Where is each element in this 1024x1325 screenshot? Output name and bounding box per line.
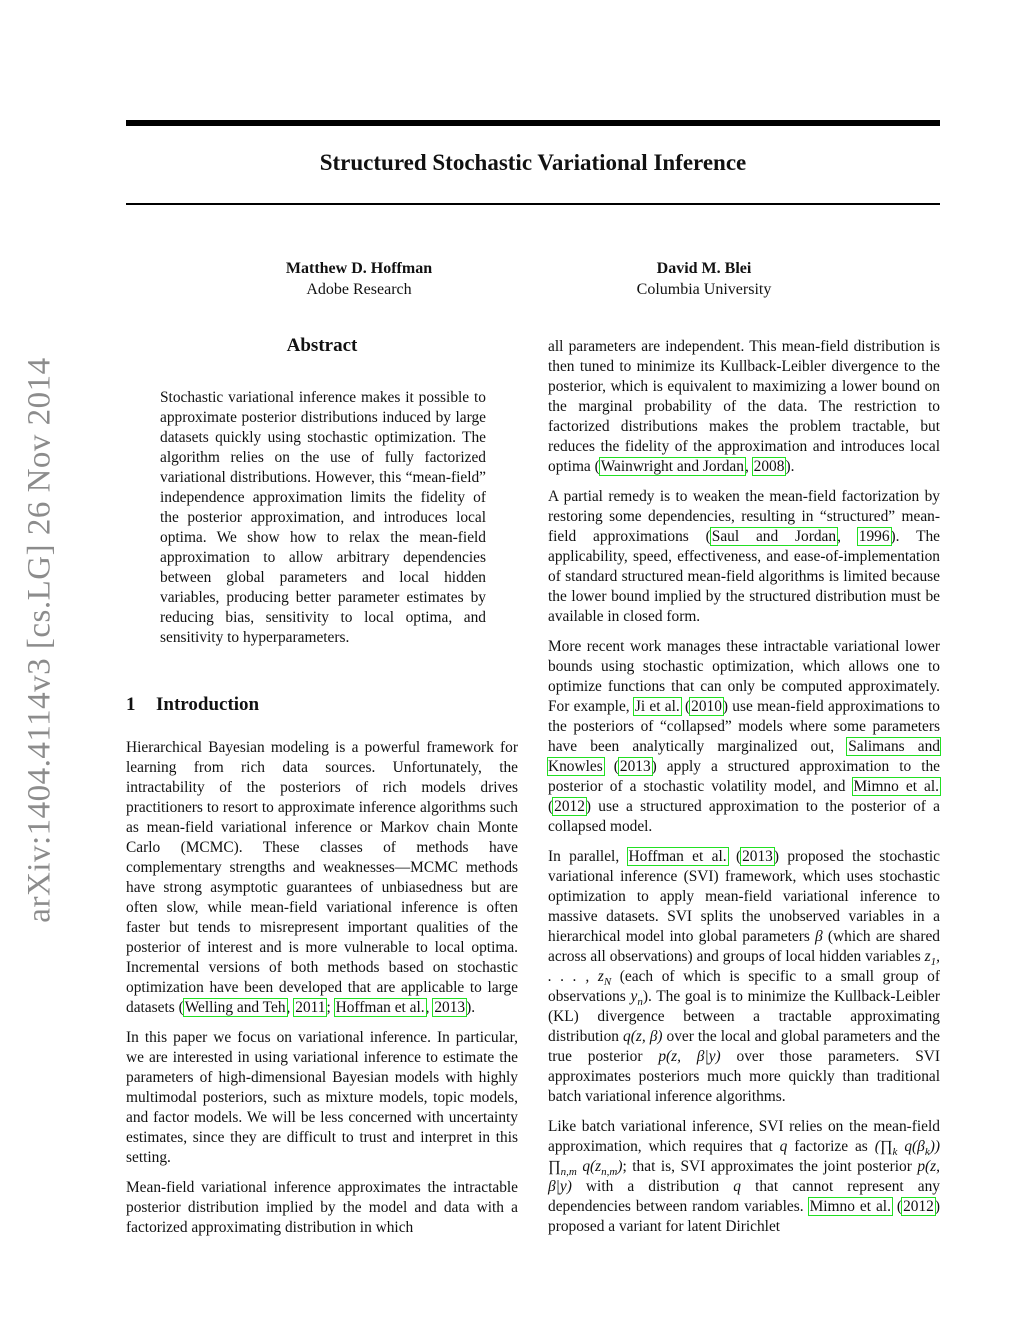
paragraph xyxy=(548,487,940,627)
paragraph-text: over the local and global parameters and the true posterior xyxy=(548,1028,941,1065)
paragraph-text: ( xyxy=(727,848,742,865)
paragraph-text: ) proposed a variant for latent Dirichlet xyxy=(548,1198,940,1235)
paragraph-text: ( xyxy=(548,798,554,815)
paragraph: Mean-field variational inference approximates the intractable posterior distribution implied by the model and data with a factorized approximating distribution in which xyxy=(126,1179,518,1236)
paragraph-text: ( xyxy=(680,698,691,715)
citation-link[interactable]: Wainwright and Jordan xyxy=(600,458,744,475)
paragraph-text: ; that is, SVI approximates the joint posterior xyxy=(622,1158,918,1175)
paper-title: Structured Stochastic Variational Inference xyxy=(319,150,747,175)
math-symbol: p(z, β|y) xyxy=(658,1048,721,1065)
arxiv-stamp-text: arXiv:1404.4114v3 [cs.LG] 26 Nov 2014 xyxy=(21,357,58,923)
paragraph-text: , xyxy=(425,999,434,1016)
author-name: Matthew D. Hoffman xyxy=(285,260,433,277)
paragraph-text: ; xyxy=(326,999,335,1016)
citation-link[interactable]: Ji et al. xyxy=(634,698,680,715)
citation-link[interactable]: 2010 xyxy=(691,698,722,715)
citation-link[interactable]: Hoffman et al. xyxy=(628,848,727,865)
paragraph-text: A partial remedy is to weaken the mean-field factorization by restoring some dependencies, resulting in “structured” mean-field approximations ( xyxy=(548,488,940,545)
paragraph-text: with a distribution xyxy=(571,1178,734,1195)
paragraph-text: (each of which is specific to a small group of observations xyxy=(548,968,941,1005)
paragraph-text: In parallel, xyxy=(548,848,628,865)
paragraph-text: ( xyxy=(603,758,619,775)
abstract-heading: Abstract xyxy=(286,335,358,356)
top-rule xyxy=(126,120,940,126)
paragraph-text: factorize as xyxy=(787,1138,875,1155)
title-bottom-rule xyxy=(126,203,940,205)
left-column xyxy=(126,738,518,1248)
math-symbol: q xyxy=(779,1138,788,1155)
paragraph-text: More recent work manages these intractable variational lower bounds using stochastic optimization, which allows one to optimize functions that can only be computed approximately. For example, xyxy=(548,638,940,715)
paragraph-text: , xyxy=(744,458,753,475)
citation-link[interactable]: 2012 xyxy=(554,798,585,815)
paragraph xyxy=(548,1117,940,1237)
author-affiliation: Columbia University xyxy=(636,281,772,298)
citation-link[interactable]: Hoffman et al. xyxy=(335,999,425,1016)
paragraph xyxy=(548,337,940,477)
citation-link[interactable]: 2012 xyxy=(903,1198,934,1215)
paragraph-text: all parameters are independent. This mean-field distribution is then tuned to minimize its Kullback-Leibler divergence to the posterior, which is equivalent to maximizing a lower bound on the marginal probability of the data. The restriction to factorized distributions makes the problem tractable, but reduces the fidelity of the approximation and introduces local optima ( xyxy=(548,338,940,475)
citation-link[interactable]: 2008 xyxy=(753,458,785,475)
paragraph-text: , xyxy=(286,999,295,1016)
author-name: David M. Blei xyxy=(656,260,752,277)
author-affiliation: Adobe Research xyxy=(306,281,412,298)
author-block-2 xyxy=(554,258,854,300)
paragraph-text: ) use mean-field approximations to the posteriors of “collapsed” models where some parameters have been analytically marginalized out, xyxy=(548,698,940,755)
author-block-1 xyxy=(209,258,509,300)
section-title: Introduction xyxy=(156,694,260,715)
math-symbol: β xyxy=(815,928,823,945)
citation-link[interactable]: Saul and Jordan xyxy=(711,528,837,545)
paragraph xyxy=(126,738,518,1018)
citation-link[interactable]: Salimans and Knowles xyxy=(548,738,940,775)
paragraph-text: Like batch variational inference, SVI relies on the mean-field approximation, which requires that xyxy=(548,1118,940,1155)
paragraph-text: ( xyxy=(891,1198,903,1215)
citation-link[interactable]: 2011 xyxy=(295,999,326,1016)
paragraph-text: ). xyxy=(466,999,476,1016)
section-heading xyxy=(126,694,259,716)
citation-link[interactable]: 2013 xyxy=(434,999,466,1016)
paragraph-text: ) use a structured approximation to the posterior of a collapsed model. xyxy=(548,798,940,835)
paragraph-text: ). xyxy=(785,458,795,475)
math-symbol: $z_1$, . . . , $z_N$ xyxy=(548,948,940,989)
paragraph-text: (which are shared across all observations) and groups of local hidden variables xyxy=(548,928,940,965)
paragraph-text: ) apply a structured approximation to the posterior of a stochastic volatility model, and xyxy=(548,758,940,795)
paragraph xyxy=(548,847,940,1107)
citation-link[interactable]: Mimno et al. xyxy=(809,1198,891,1215)
paragraph xyxy=(548,637,940,837)
paragraph-text: , xyxy=(837,528,858,545)
right-column xyxy=(548,337,940,1247)
paragraph-text: Hierarchical Bayesian modeling is a powerful framework for learning from rich data sources. Unfortunately, the intractability of the posteriors of rich models drives practitioners to resort to approximate inference algorithms such as mean-field variational inference or Markov chain Monte Carlo (MCMC). These classes of methods have complementary strengths and weaknesses—MCMC methods have strong asymptotic guarantees of unbiasedness but are often slow, while mean-field variational inference is often faster but tends to misrepresent important qualities of the posterior of interest and is more vulnerable to local optima. Incremental versions of both methods based on stochastic optimization have been developed that are applicable to large datasets ( xyxy=(126,739,518,1016)
paragraph-text: ) proposed the stochastic variational inference (SVI) framework, which uses stochastic optimization to apply mean-field variational inference to massive datasets. SVI splits the unobserved variables in a hierarchical model into global parameters xyxy=(548,848,940,945)
math-symbol: q(z, β) xyxy=(623,1028,663,1045)
citation-link[interactable]: 2013 xyxy=(619,758,651,775)
paragraph-text: ). The applicability, speed, effectiveness, and ease-of-implementation of standard structured mean-field algorithms is limited because the lower bound implied by the structured distribution must be available in closed form. xyxy=(548,528,940,625)
citation-link[interactable]: 2013 xyxy=(742,848,773,865)
citation-link[interactable]: Mimno et al. xyxy=(853,778,939,795)
abstract-text: Stochastic variational inference makes it possible to approximate posterior distributions induced by large datasets quickly using stochastic optimization. The algorithm relies on the use of fully factorized variational distributions. However, this “mean-field” independence approximation limits the fidelity of the posterior approximation, and introduces local optima. We show how to relax the mean-field approximation to allow arbitrary dependencies between global parameters and local hidden variables, producing better parameter estimates by reducing bias, sensitivity to local optima, and sensitivity to hyperparameters. xyxy=(160,389,486,646)
math-expression: ($\prod_k$ $q(\beta_k)$) $\prod_{n,m}$ $q(z_{n,m})$ xyxy=(548,1138,940,1179)
citation-link[interactable]: 1996 xyxy=(858,528,890,545)
math-symbol: $y_n$ xyxy=(630,988,643,1009)
paragraph-text: ). The goal is to minimize the Kullback-Leibler (KL) divergence between a tractable approximating distribution xyxy=(548,988,940,1045)
citation-link[interactable]: Welling and Teh xyxy=(184,999,286,1016)
paragraph: In this paper we focus on variational inference. In particular, we are interested in using variational inference to estimate the parameters of high-dimensional Bayesian models with highly multimodal posteriors, such as mixture models, topic models, and factor models. We will be less concerned with uncertainty estimates, since they are difficult to trust and interpret in this setting. xyxy=(126,1029,518,1166)
paragraph-text: that cannot represent any dependencies between random variables. xyxy=(548,1178,940,1215)
section-number: 1 xyxy=(126,694,136,715)
math-symbol: q xyxy=(733,1178,741,1195)
math-symbol: p(z, β|y) xyxy=(548,1158,940,1195)
paragraph-text: over those parameters. SVI approximates posteriors much more quickly than traditional batch variational inference algorithms. xyxy=(548,1048,940,1105)
